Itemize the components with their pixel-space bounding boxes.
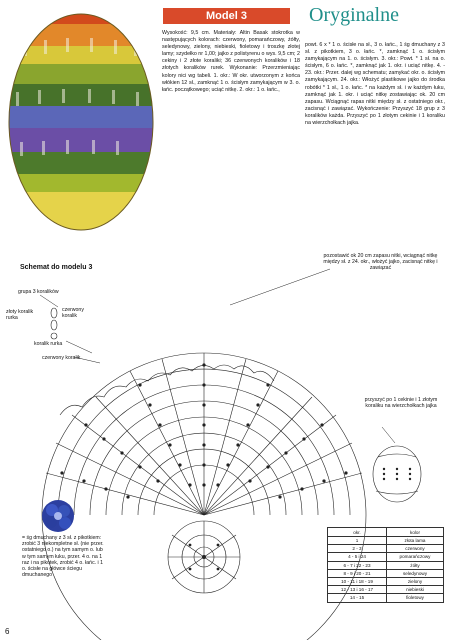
table-cell-round: 10 - 11 i 18 - 19	[328, 577, 387, 585]
table-cell-round: 1	[328, 537, 387, 545]
stitch-legend: = śg dmuchany z 3 sł. z pikotkiem: zrobić 3 niekompletne sł. (nie przer. ostatniego o.) na tym samym o. lub w tym samym łuku, przer. 4 o. na 1 raz i na pikotek, zrobić 4 o. łańc. i 1 o. ścisłe na główce ściegu dmuchanego	[22, 535, 104, 579]
page-title: Oryginalne	[309, 4, 399, 26]
table-cell-color: żółty	[387, 561, 444, 569]
table-cell-round: 6 - 7 i 22 - 23	[328, 561, 387, 569]
table-cell-round: 14 - 15	[328, 594, 387, 602]
instructions-column-2: powt. 6 x * 1 o. ścisłe na sł., 3 o. łańc., 1 śg dmuchany z 3 sł. z pikotkiem, 3 o. łańc. *, zamknąć 1 o. ścisłym zamykającym na 1. o. ścisłym. 3. okr.: Powt. * 1 sł. na o. ścisłym, 6 o. łańc. *, zamknąć jak 1. okr. i uciąć nitkę. 4. - 23. okr.: Przer. dalej wg schematu; zamykać okr. o. ścisłym zamykającym. 24. okr.: Włożyć plastikowe jajko do środka robótki * 1 sł., 1 o. łańc. * na każdym sł. i w każdym łuku, zamknąć jak 1. okr. i uciąć nitkę zostawiając ok. 20 cm zapasu. Wciągnąć rapas nitki między sł. z ostatniego okr., zacisnąć i zawiązać. Wykończenie: Przyszyć 18 grup z 3 koralików każda. Przyszyć po 1 złotym cekinie i 1 koraliku na wierzchołkach jajka.	[305, 42, 445, 127]
table-row	[328, 569, 444, 577]
page-number: 6	[5, 627, 10, 636]
instructions-column-1: Wysokość: 9,5 cm. Materiały: Altin Basak stokrotka w następujących kolorach: czerwony, pomarańczowy, żółty, seledynowy, zielony, niebieski, fioletowy i troszkę złotej lamy; szydełko nr 1,00; jajko z polistyrenu o wys. 9,5 cm; 2 cekiny i 2 złote koraliki; 36 czerwonych koralików i 18 złotych koralików rurek. Wykonanie: Przerzmieniając kolory nici wg tabeli. 1. okr.: W okr. utworzonym z końca włókien 12 sł., zamknąć 1 o. ścisłym zamykającym w 3. o. łańc. początkowego; uciąć nitkę. 2. okr.: 1 o. łańc.,	[162, 30, 300, 93]
table-row	[328, 553, 444, 561]
table-cell-color: fioletowy	[387, 594, 444, 602]
table-header-color: kolor	[387, 528, 444, 537]
table-cell-round: 8 - 9 i 20 - 21	[328, 569, 387, 577]
table-header-round: okr.	[328, 528, 387, 537]
model-label: Model 3	[163, 8, 290, 24]
table-cell-round: 12 - 13 i 16 - 17	[328, 586, 387, 594]
label-red-bead-2: czerwony koralik	[42, 355, 81, 361]
table-cell-color: czerwony	[387, 545, 444, 553]
stitch-sample-photo	[38, 497, 78, 535]
table-row	[328, 586, 444, 594]
schema-title: Schemat do modelu 3	[20, 264, 93, 271]
label-gold-tube-bead: złoty koralik rurka	[6, 309, 34, 322]
table-cell-color: seledynowy	[387, 569, 444, 577]
label-tube-bead: koralik rurka	[34, 341, 63, 347]
label-red-bead: czerwony koralik	[62, 307, 84, 320]
table-header-row	[328, 528, 444, 537]
label-top-instruction: pozostawić ok 20 cm zapasu nitki, wciągnąć nitkę między sł. z 24. okr., włożyć jajko, zacisnąć nitkę i zawiązać	[323, 253, 438, 272]
table-cell-round: 4 - 5 i 24	[328, 553, 387, 561]
table-cell-color: złota lama	[387, 537, 444, 545]
table-cell-color: niebieski	[387, 586, 444, 594]
table-row	[328, 545, 444, 553]
label-sew-on: przyszyć po 1 cekinie i 1 złotym koraliku na wierzchołkach jajka	[364, 397, 438, 410]
table-row	[328, 594, 444, 602]
table-row	[328, 561, 444, 569]
table-cell-round: 2 - 3	[328, 545, 387, 553]
egg-photo	[6, 2, 156, 232]
table-row	[328, 537, 444, 545]
table-row	[328, 577, 444, 585]
label-bead-group: grupa 3 koralików	[18, 289, 59, 295]
table-cell-color: pomarańczowy	[387, 553, 444, 561]
color-table	[327, 527, 444, 603]
table-cell-color: zielony	[387, 577, 444, 585]
